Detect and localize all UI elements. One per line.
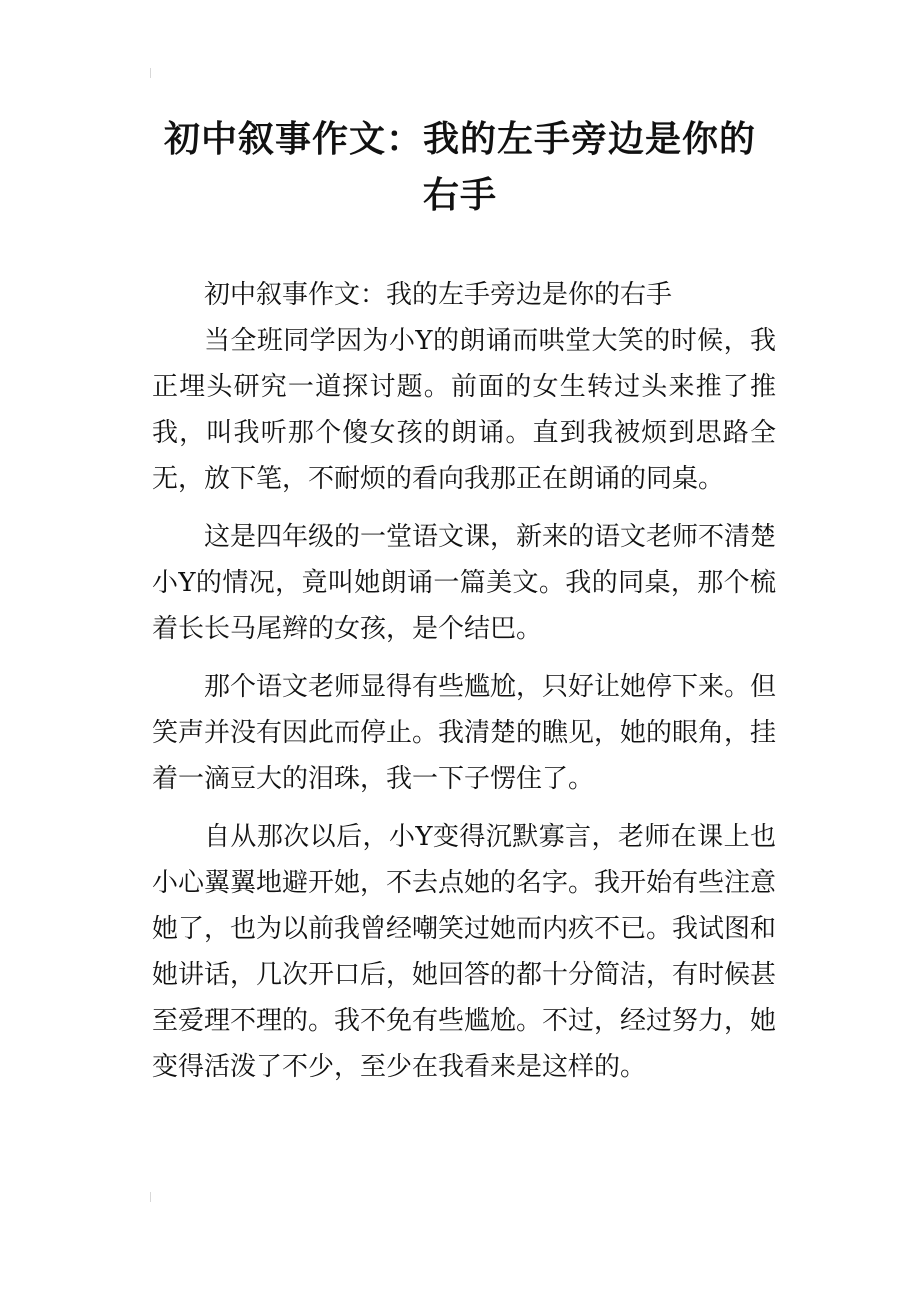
- paragraph: 当全班同学因为小Y的朗诵而哄堂大笑的时候，我正埋头研究一道探讨题。前面的女生转过头来推了推我，叫我听那个傻女孩的朗诵。直到我被烦到思路全无，放下笔，不耐烦的看向我那正在朗诵的同桌。: [152, 326, 776, 494]
- paragraph: 这是四年级的一堂语文课，新来的语文老师不清楚小Y的情况，竟叫她朗诵一篇美文。我的同桌，那个梳着长长马尾辫的女孩，是个结巴。: [152, 522, 777, 644]
- title-line-1: 初中叙事作文：我的左手旁边是你的: [163, 119, 756, 160]
- paragraph: 自从那次以后，小Y变得沉默寡言，老师在课上也小心翼翼地避开她，不去点她的名字。我开始有些注意她了，也为以前我曾经嘲笑过她而内疚不已。我试图和她讲话，几次开口后，她回答的都十分简洁，有时候甚至爱理不理的。我不免有些尴尬。不过，经过努力，她变得活泼了不少，至少在我看来是这样的。: [152, 822, 777, 1082]
- document-body: [152, 272, 776, 1090]
- page-corner-mark: [150, 1192, 157, 1202]
- paragraph: 那个语文老师显得有些尴尬，只好让她停下来。但笑声并没有因此而停止。我清楚的瞧见，她的眼角，挂着一滴豆大的泪珠，我一下子愣住了。: [152, 672, 777, 794]
- paragraph-subtitle: 初中叙事作文：我的左手旁边是你的右手: [204, 280, 673, 310]
- document-title: [120, 112, 800, 224]
- title-line-2: 右手: [422, 175, 497, 216]
- page-corner-mark: [150, 68, 157, 78]
